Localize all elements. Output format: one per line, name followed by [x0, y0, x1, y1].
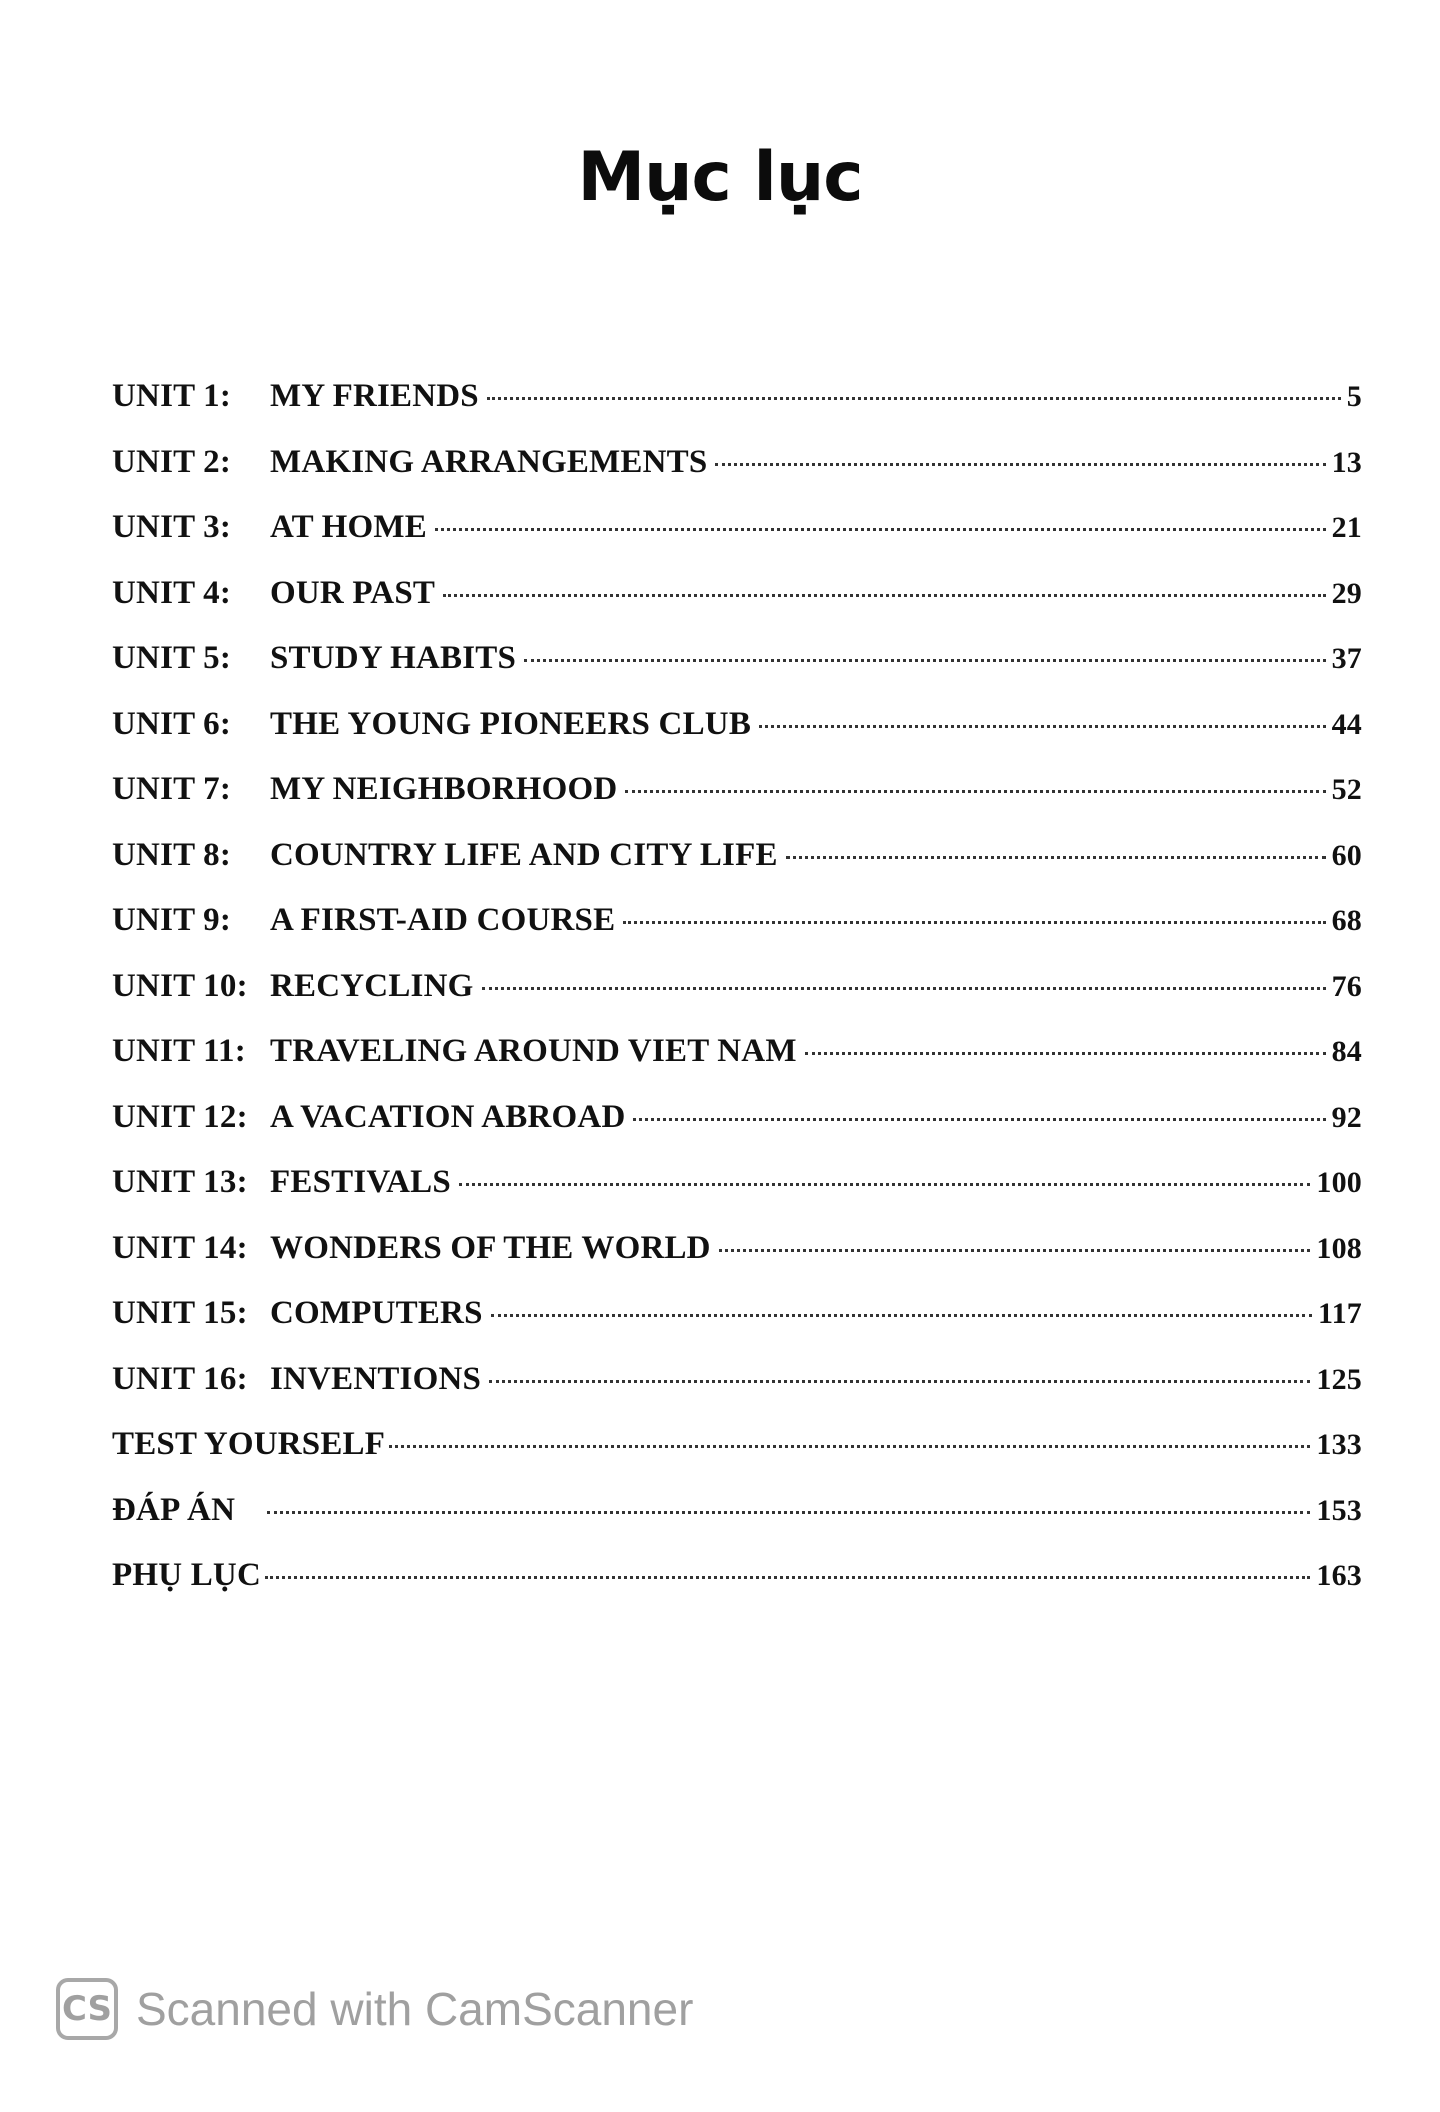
toc-unit-label: UNIT 6: [112, 705, 232, 742]
toc-dot-leader [487, 397, 1341, 400]
toc-dot-leader [623, 921, 1325, 924]
toc-dot-leader [443, 594, 1326, 597]
toc-page-number: 37 [1331, 642, 1362, 675]
toc-unit-title: MY FRIENDS [270, 378, 479, 414]
toc-dot-leader [435, 528, 1326, 531]
toc-unit-label: UNIT 1: [112, 378, 232, 414]
toc-unit-title: THE YOUNG PIONEERS CLUB [270, 705, 752, 742]
toc-entry-unit-5 [112, 640, 1362, 706]
toc-entry-phu-luc [112, 1557, 1362, 1623]
toc-entry-unit-11 [112, 1033, 1362, 1099]
toc-dot-leader [715, 463, 1325, 466]
toc-unit-label: UNIT 14: [112, 1229, 248, 1266]
toc-unit-label: UNIT 13: [112, 1164, 248, 1200]
toc-unit-label: UNIT 5: [112, 640, 232, 676]
watermark-text: Scanned with CamScanner [136, 1983, 694, 2035]
toc-unit-label: UNIT 3: [112, 509, 232, 545]
toc-unit-title: OUR PAST [270, 574, 436, 611]
toc-page-number: 117 [1318, 1297, 1362, 1330]
toc-page-number: 13 [1331, 445, 1362, 479]
toc-entry-test-yourself [112, 1426, 1362, 1492]
toc-unit-title: STUDY HABITS [270, 640, 517, 676]
toc-entry-unit-13 [112, 1164, 1362, 1230]
toc-unit-label: UNIT 10: [112, 967, 248, 1004]
toc-section-label: PHỤ LỤC [112, 1557, 261, 1593]
toc-unit-title: A VACATION ABROAD [270, 1098, 626, 1135]
toc-dot-leader [482, 987, 1326, 990]
toc-dot-leader [759, 725, 1326, 728]
toc-page-number: 125 [1316, 1362, 1362, 1396]
toc-dot-leader [805, 1052, 1326, 1055]
toc-page-number: 84 [1331, 1035, 1362, 1068]
toc-entry-unit-7 [112, 771, 1362, 837]
toc-page-number: 5 [1346, 380, 1362, 413]
toc-dot-leader [459, 1183, 1310, 1186]
toc-dot-leader [524, 659, 1326, 662]
toc-page-number: 163 [1316, 1559, 1362, 1592]
toc-page-number: 133 [1316, 1428, 1362, 1461]
toc-page-number: 29 [1331, 576, 1362, 610]
toc-unit-label: UNIT 11: [112, 1033, 246, 1069]
toc-unit-label: UNIT 2: [112, 443, 232, 480]
toc-entry-unit-1 [112, 378, 1362, 444]
toc-unit-title: RECYCLING [270, 967, 474, 1004]
toc-page-number: 68 [1331, 904, 1362, 937]
toc-page-number: 44 [1331, 707, 1362, 741]
toc-page-number: 52 [1331, 773, 1362, 806]
toc-unit-label: UNIT 4: [112, 574, 232, 611]
toc-page-number: 92 [1331, 1100, 1362, 1134]
toc-dot-leader [389, 1445, 1310, 1448]
toc-dot-leader [489, 1380, 1310, 1383]
toc-entry-unit-16 [112, 1361, 1362, 1427]
toc-unit-title: FESTIVALS [270, 1164, 451, 1200]
toc-dot-leader [625, 790, 1325, 793]
toc-page-number: 108 [1316, 1231, 1362, 1265]
toc-unit-title: AT HOME [270, 509, 427, 545]
toc-entry-dap-an [112, 1492, 1362, 1558]
toc-dot-leader [633, 1118, 1325, 1121]
page-title: Mục lục [577, 138, 863, 217]
toc-entry-unit-9 [112, 902, 1362, 968]
toc-entry-unit-6 [112, 706, 1362, 772]
toc-dot-leader [719, 1249, 1311, 1252]
toc-unit-label: UNIT 9: [112, 902, 232, 938]
toc-unit-title: COMPUTERS [270, 1295, 483, 1331]
toc-dot-leader [491, 1314, 1312, 1317]
toc-page-number: 153 [1316, 1493, 1362, 1527]
toc-unit-label: UNIT 15: [112, 1295, 248, 1331]
toc-dot-leader [265, 1576, 1310, 1579]
camscanner-logo-icon: CS [56, 1978, 118, 2040]
toc-section-label: TEST YOURSELF [112, 1426, 386, 1462]
toc-dot-leader [267, 1511, 1310, 1514]
toc-page-number: 76 [1331, 969, 1362, 1003]
toc-page-number: 21 [1331, 511, 1362, 544]
toc-unit-label: UNIT 12: [112, 1098, 248, 1135]
toc-page-number: 100 [1316, 1166, 1362, 1199]
toc-entry-unit-3 [112, 509, 1362, 575]
toc-page-number: 60 [1331, 838, 1362, 872]
toc-section-label: ĐÁP ÁN [112, 1491, 236, 1528]
table-of-contents [112, 378, 1362, 1623]
toc-unit-label: UNIT 8: [112, 836, 232, 873]
toc-entry-unit-15 [112, 1295, 1362, 1361]
toc-entry-unit-12 [112, 1099, 1362, 1165]
toc-entry-unit-4 [112, 575, 1362, 641]
toc-unit-title: WONDERS OF THE WORLD [270, 1229, 711, 1266]
toc-dot-leader [786, 856, 1326, 859]
toc-entry-unit-2 [112, 444, 1362, 510]
toc-unit-title: INVENTIONS [270, 1360, 482, 1397]
toc-entry-unit-14 [112, 1230, 1362, 1296]
toc-unit-title: MY NEIGHBORHOOD [270, 771, 618, 807]
toc-unit-title: COUNTRY LIFE AND CITY LIFE [270, 836, 778, 873]
toc-entry-unit-8 [112, 837, 1362, 903]
toc-unit-title: TRAVELING AROUND VIET NAM [270, 1033, 797, 1069]
toc-unit-label: UNIT 7: [112, 771, 232, 807]
scanner-watermark [56, 1978, 693, 2040]
toc-unit-title: A FIRST-AID COURSE [270, 902, 616, 938]
toc-unit-title: MAKING ARRANGEMENTS [270, 443, 708, 480]
toc-unit-label: UNIT 16: [112, 1360, 248, 1397]
toc-entry-unit-10 [112, 968, 1362, 1034]
